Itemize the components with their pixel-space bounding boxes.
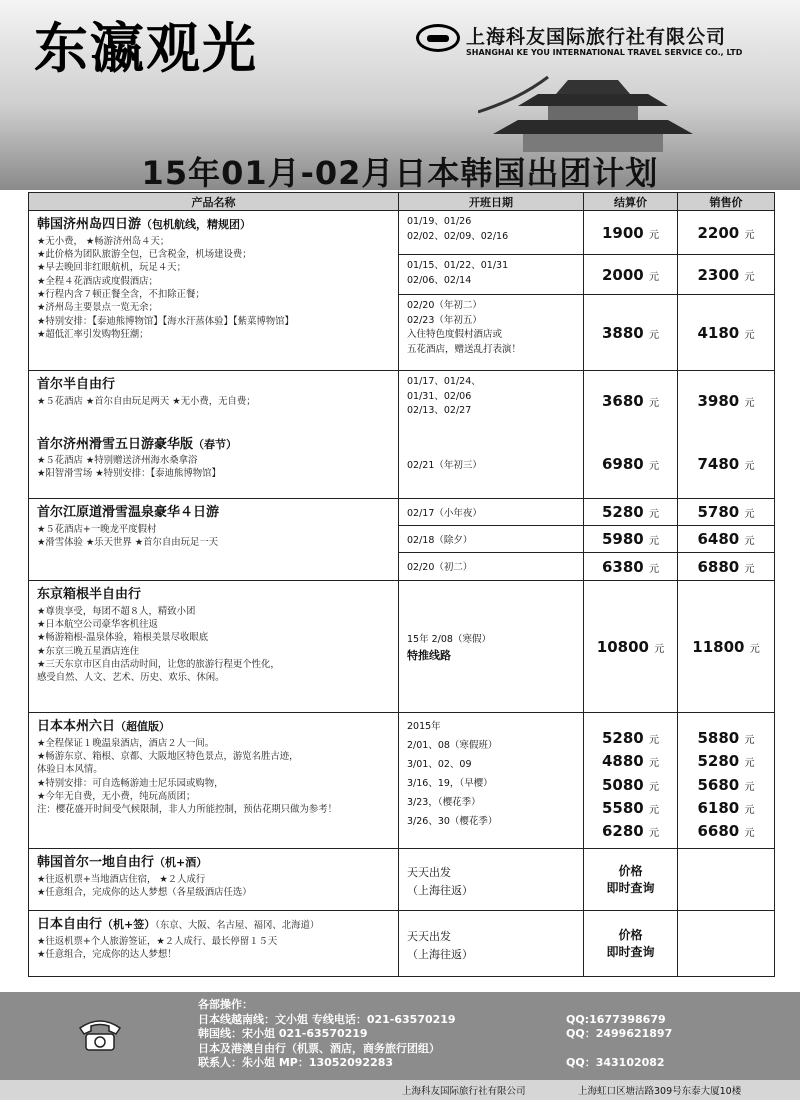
product-tag: （春节）	[193, 437, 238, 451]
date-line: （上海往返）	[407, 947, 473, 961]
feature-item: ★特别安排：可自选畅游迪士尼乐园或购物，	[37, 777, 224, 789]
date-line: 3/01、02、09	[407, 759, 472, 770]
feature-item: ★任意组合，完成你的达人梦想！	[37, 948, 177, 960]
price-unit: 元	[744, 397, 755, 409]
date-line: 02/20（初二）	[407, 562, 473, 574]
feature-item: ★阳智滑雪场 ★特别安排：【泰迪熊博物馆】	[37, 468, 221, 480]
settle-price	[584, 295, 678, 371]
price-query-label: 价格	[618, 863, 643, 878]
contact-line	[198, 1042, 798, 1057]
price-query-label: 即时查询	[606, 944, 655, 959]
sale-price	[678, 211, 775, 255]
price-query-label: 即时查询	[606, 880, 655, 895]
price-value: 1900	[602, 223, 644, 242]
contact-text: 韩国线：宋小姐 021-63570219	[198, 1027, 368, 1040]
product-cell	[29, 911, 399, 977]
date-line: 3/16、19，（早樱）	[407, 778, 493, 789]
company-logo-icon	[416, 24, 460, 52]
date-line: 2015年	[407, 721, 441, 732]
product-tag: （超值版）	[115, 720, 171, 733]
price-unit: 元	[744, 271, 755, 283]
date-cell	[399, 371, 584, 431]
date-cell	[399, 295, 584, 371]
table-row	[29, 849, 775, 911]
settle-price	[584, 371, 678, 431]
date-line: 天天出发	[407, 930, 451, 944]
feature-item: ★往返机票+当地酒店住宿， ★２人成行	[37, 873, 206, 885]
bottom-bar	[0, 1080, 800, 1100]
contact-footer	[0, 992, 800, 1080]
price-value: 5280	[697, 752, 740, 771]
product-cell	[29, 431, 399, 499]
company-name-en: SHANGHAI KE YOU INTERNATIONAL TRAVEL SERVICE CO., LTD	[466, 48, 743, 57]
page-title: 15年01月-02月日本韩国出团计划	[141, 154, 659, 190]
price-unit: 元	[648, 828, 659, 839]
product-cell	[29, 581, 399, 713]
date-cell	[399, 553, 584, 581]
date-line: 01/15、01/22、01/31	[407, 260, 509, 271]
contact-text: 联系人：朱小姐 MP：13052092283	[198, 1056, 394, 1069]
price-unit: 元	[648, 563, 659, 575]
date-cell	[399, 499, 584, 526]
price-value: 6980	[602, 455, 644, 474]
price-unit: 元	[648, 781, 659, 793]
product-cell	[29, 849, 399, 911]
price-value: 5980	[602, 530, 644, 548]
sale-price	[678, 581, 775, 713]
date-line: 五花酒店，赠送乱打表演！	[407, 344, 522, 356]
price-query	[584, 911, 678, 977]
feature-item: ★５花酒店 ★特别赠送济州海水桑拿浴	[37, 455, 198, 466]
feature-item: 感受自然、人文、艺术、历史、欢乐、休闲。	[37, 672, 225, 684]
date-line: 01/17、01/24、	[407, 376, 481, 387]
price-value: 7480	[697, 455, 740, 474]
date-line: 01/31、02/06	[407, 390, 472, 402]
settle-price	[584, 713, 678, 849]
price-value: 6680	[697, 822, 740, 840]
date-line: 2/01、08（寒假班）	[407, 740, 498, 751]
product-title: 日本本州六日	[37, 719, 116, 734]
price-value: 4180	[697, 323, 740, 342]
product-title: 韩国首尔一地自由行	[37, 855, 155, 870]
feature-item: ★畅游箱根-温泉体验，箱根美景尽收眼底	[37, 632, 209, 644]
price-unit: 元	[648, 397, 659, 409]
date-cell	[399, 911, 584, 977]
product-tag: （机+签）	[102, 918, 156, 931]
price-value: 6180	[697, 798, 740, 817]
tour-plan-table	[28, 192, 775, 977]
date-line: 天天出发	[407, 866, 451, 880]
price-value: 5780	[697, 503, 740, 521]
feature-item: ★全程保证１晚温泉酒店，酒店２人一间。	[37, 737, 215, 749]
price-unit: 元	[648, 758, 659, 770]
price-value: 5680	[697, 775, 740, 794]
feature-item: ★５花酒店 ★首尔自由玩足两天 ★无小费，无自费；	[37, 395, 256, 407]
settle-price	[584, 581, 678, 713]
product-title: 首尔江原道滑雪温泉豪华４日游	[37, 505, 220, 520]
date-line: （上海往返）	[407, 883, 473, 897]
col-sale: 销售价	[678, 193, 775, 211]
price-unit: 元	[744, 536, 755, 547]
product-cell	[29, 713, 399, 849]
date-line: 15年 2/08（寒假）	[407, 633, 491, 645]
product-title: 首尔济州滑雪五日游豪华版	[37, 436, 194, 452]
temple-illustration	[478, 72, 708, 152]
feature-item: ★日本航空公司豪华客机往返	[37, 618, 158, 630]
date-cell	[399, 431, 584, 499]
feature-list	[37, 235, 398, 342]
price-unit: 元	[648, 461, 659, 473]
price-unit: 元	[648, 536, 659, 547]
price-unit: 元	[744, 804, 755, 816]
price-value: 2000	[602, 265, 644, 284]
contact-qq: QQ:1677398679	[566, 1012, 666, 1026]
settle-price	[584, 526, 678, 553]
date-line: 3/26、30（樱花季）	[407, 816, 498, 827]
sale-price	[678, 713, 775, 849]
price-value: 5280	[602, 503, 644, 521]
price-unit: 元	[744, 461, 755, 473]
settle-price	[584, 211, 678, 255]
feature-item: ★无小费， ★畅游济州岛４天；	[37, 235, 170, 247]
price-unit: 元	[744, 229, 755, 241]
date-line: 02/23（年初五）	[407, 314, 482, 326]
header-banner	[0, 0, 800, 190]
price-value: 4880	[602, 752, 644, 771]
price-value: 6380	[602, 557, 644, 576]
contact-list	[198, 998, 798, 1071]
contact-qq: QQ：2499621897	[566, 1027, 673, 1040]
price-query	[584, 849, 678, 911]
price-value: 3880	[602, 323, 644, 342]
feature-item: ★全程４花酒店或度假酒店；	[37, 275, 158, 287]
sale-price	[678, 371, 775, 431]
contact-qq: QQ：343102082	[566, 1056, 665, 1069]
product-tag: （包机航线，精规团）	[141, 218, 252, 231]
date-line: 02/13、02/27	[407, 405, 472, 417]
settle-price	[584, 431, 678, 499]
feature-item: ★畅游东京、箱根、京都、大阪地区特色景点，游览名胜古迹，	[37, 750, 299, 762]
product-title: 日本自由行	[37, 917, 103, 932]
feature-item: ★今年无自费，无小费，纯玩高质团；	[37, 790, 196, 802]
price-unit: 元	[744, 758, 755, 770]
date-line: 入住特色度假村酒店或	[407, 329, 503, 341]
product-tag: （机+酒）	[154, 856, 208, 869]
price-unit: 元	[648, 735, 659, 746]
price-value: 6480	[697, 530, 740, 548]
col-date: 开班日期	[399, 193, 584, 211]
price-unit: 元	[648, 804, 659, 816]
price-value: 6880	[697, 557, 740, 576]
feature-item: ★尊贵享受，每团不超８人，精致小团	[37, 605, 196, 617]
contact-line	[198, 1013, 798, 1028]
feature-item: ★５花酒店+一晚龙平度假村	[37, 523, 157, 535]
product-cell	[29, 211, 399, 371]
price-value: 5280	[602, 729, 644, 747]
price-value: 3980	[697, 391, 740, 410]
feature-item: ★行程内含７顿正餐全含，不扣除正餐；	[37, 288, 205, 300]
date-cell	[399, 255, 584, 295]
price-unit: 元	[744, 509, 755, 520]
telephone-icon	[76, 1014, 124, 1054]
price-value: 10800	[596, 637, 649, 656]
table-row	[29, 431, 775, 499]
date-line: 01/19、01/26	[407, 216, 472, 227]
price-value: 5580	[602, 798, 644, 817]
price-unit: 元	[654, 643, 665, 655]
date-line: 02/17（小年夜）	[407, 507, 482, 519]
date-line: 特推线路	[407, 649, 451, 663]
sale-price	[678, 431, 775, 499]
table-row	[29, 911, 775, 977]
date-line: 02/02、02/09、02/16	[407, 230, 509, 242]
price-unit: 元	[744, 563, 755, 575]
feature-item: ★济州岛主要景点一览无余；	[37, 302, 158, 314]
feature-item: ★东京三晚五星酒店连住	[37, 645, 140, 657]
price-unit: 元	[744, 329, 755, 341]
contact-text: 日本及港澳自由行（机票、酒店，商务旅行团组）	[198, 1041, 440, 1055]
table-row	[29, 371, 775, 431]
contact-line	[198, 998, 798, 1013]
col-settle: 结算价	[584, 193, 678, 211]
date-cell	[399, 526, 584, 553]
settle-price	[584, 255, 678, 295]
feature-item: 体验日本风情。	[37, 764, 103, 776]
table-row	[29, 211, 775, 255]
table-header-row	[29, 193, 775, 211]
feature-item: ★三天东京市区自由活动时间，让您的旅游行程更个性化，	[37, 658, 280, 670]
product-title: 韩国济州岛四日游	[37, 217, 142, 232]
date-line: 02/18（除夕）	[407, 534, 473, 546]
col-product: 产品名称	[29, 193, 399, 211]
date-cell	[399, 713, 584, 849]
price-value: 5880	[697, 729, 740, 747]
brand-title: 东瀛观光	[34, 17, 258, 80]
feature-item: ★早去晚回非红眼航机，玩足４天；	[37, 262, 187, 274]
sale-price-empty	[678, 911, 775, 977]
table-row	[29, 499, 775, 526]
contact-line	[198, 1027, 798, 1042]
sale-price	[678, 255, 775, 295]
price-query-label: 价格	[618, 927, 643, 942]
price-unit: 元	[744, 781, 755, 793]
settle-price	[584, 499, 678, 526]
feature-item: ★任意组合，完成你的达人梦想（各星级酒店任选）	[37, 886, 252, 898]
contact-text: 日本线越南线：文小姐 专线电话：021-63570219	[198, 1012, 456, 1026]
feature-item: ★特别安排：【泰迪熊博物馆】【海水汗蒸体验】【紫菜博物馆】	[37, 315, 294, 327]
sale-price-empty	[678, 849, 775, 911]
price-value: 3680	[602, 391, 644, 410]
sale-price	[678, 295, 775, 371]
date-line: 02/20（年初二）	[407, 300, 482, 311]
product-cell	[29, 499, 399, 581]
contact-line	[198, 1056, 798, 1071]
feature-item: 注：樱花盛开时间受气候限制，非人力所能控制，预估花期只做为参考！	[37, 804, 338, 816]
table-row	[29, 581, 775, 713]
price-value: 5080	[602, 775, 644, 794]
bottom-address: 上海虹口区塘沽路309号东泰大厦10楼	[578, 1086, 742, 1097]
company-name-cn: 上海科友国际旅行社有限公司	[466, 26, 727, 48]
price-unit: 元	[648, 229, 659, 241]
date-line: 02/21（年初三）	[407, 459, 482, 471]
feature-item: ★往返机票+个人旅游签证，★２人成行、最长停留１５天	[37, 935, 278, 947]
price-value: 2300	[697, 265, 740, 284]
feature-item: ★超低汇率引发购物狂潮；	[37, 328, 149, 340]
sale-price	[678, 526, 775, 553]
date-cell	[399, 849, 584, 911]
price-value: 6280	[602, 822, 644, 840]
price-unit: 元	[749, 643, 760, 655]
price-value: 2200	[697, 223, 740, 242]
price-unit: 元	[648, 509, 659, 520]
sale-price	[678, 553, 775, 581]
price-unit: 元	[744, 735, 755, 746]
contact-text: 各部操作：	[198, 998, 253, 1011]
price-value: 11800	[692, 637, 745, 656]
product-title: 东京箱根半自由行	[37, 587, 142, 602]
bottom-company: 上海科友国际旅行社有限公司	[402, 1086, 526, 1097]
feature-item: ★滑雪体验 ★乐天世界 ★首尔自由玩足一天	[37, 536, 219, 548]
date-cell	[399, 211, 584, 255]
product-cell	[29, 371, 399, 431]
price-unit: 元	[648, 329, 659, 341]
date-line: 02/06、02/14	[407, 274, 472, 286]
sale-price	[678, 499, 775, 526]
price-unit: 元	[648, 271, 659, 283]
date-cell	[399, 581, 584, 713]
table-row	[29, 713, 775, 849]
date-line: 3/23，（樱花季）	[407, 797, 481, 808]
feature-item: ★此价格为团队旅游全包，已含税金，机场建设费；	[37, 248, 252, 260]
product-title: 首尔半自由行	[37, 377, 116, 392]
product-tag-cities: （东京、大阪、名古屋、福冈、北海道）	[155, 920, 320, 931]
price-unit: 元	[744, 828, 755, 839]
settle-price	[584, 553, 678, 581]
